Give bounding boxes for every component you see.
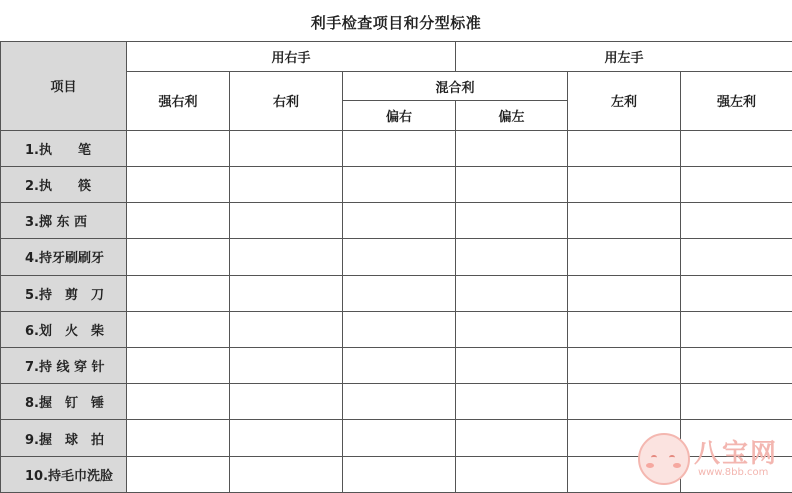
table-cell <box>230 239 343 275</box>
table-cell <box>568 239 681 275</box>
header-strong-left: 强左利 <box>681 72 792 130</box>
page-title: 利手检查项目和分型标准 <box>310 14 482 32</box>
table-cell <box>681 384 792 420</box>
table-cell <box>127 456 230 492</box>
header-lean-right: 偏右 <box>343 101 456 130</box>
table-cell <box>230 420 343 456</box>
table-cell <box>456 456 568 492</box>
table-cell <box>343 384 456 420</box>
row-label: 5.持 剪 刀 <box>1 275 127 311</box>
table-cell <box>127 420 230 456</box>
header-left-hand: 用左手 <box>456 42 792 72</box>
row-label: 9.握 球 拍 <box>1 420 127 456</box>
table-cell <box>230 456 343 492</box>
table-cell <box>343 166 456 202</box>
table-cell <box>343 130 456 166</box>
table-cell <box>230 311 343 347</box>
table-cell <box>230 130 343 166</box>
table-cell <box>681 130 792 166</box>
row-label: 2.执 筷 <box>1 166 127 202</box>
table-cell <box>456 166 568 202</box>
row-label: 4.持牙刷刷牙 <box>1 239 127 275</box>
table-cell <box>230 275 343 311</box>
header-item: 项目 <box>1 42 127 131</box>
table-cell <box>343 239 456 275</box>
row-label: 8.握 钉 锤 <box>1 384 127 420</box>
header-left: 左利 <box>568 72 681 130</box>
header-lean-left: 偏左 <box>456 101 568 130</box>
table-cell <box>568 203 681 239</box>
table-cell <box>681 311 792 347</box>
table-cell <box>456 239 568 275</box>
row-label: 6.划 火 柴 <box>1 311 127 347</box>
table-cell <box>127 311 230 347</box>
table-cell <box>230 347 343 383</box>
header-right: 右利 <box>230 72 343 130</box>
table-cell <box>568 166 681 202</box>
table-cell <box>343 203 456 239</box>
table-cell <box>230 384 343 420</box>
table-cell <box>456 384 568 420</box>
header-strong-right: 强右利 <box>127 72 230 130</box>
table-cell <box>568 275 681 311</box>
watermark <box>632 425 782 487</box>
row-label: 10.持毛巾洗脸 <box>1 456 127 492</box>
watermark-logo-icon <box>638 433 690 485</box>
table-cell <box>343 311 456 347</box>
watermark-text: 八宝网 <box>694 439 779 469</box>
table-cell <box>127 203 230 239</box>
table-cell <box>127 347 230 383</box>
table-cell <box>456 275 568 311</box>
table-cell <box>127 166 230 202</box>
table-cell <box>568 384 681 420</box>
table-cell <box>568 311 681 347</box>
row-label: 7.持 线 穿 针 <box>1 347 127 383</box>
table-cell <box>230 166 343 202</box>
table-cell <box>343 347 456 383</box>
row-label: 3.掷 东 西 <box>1 203 127 239</box>
table-cell <box>568 130 681 166</box>
watermark-url: www.8bb.com <box>698 467 769 478</box>
table-cell <box>127 130 230 166</box>
table-cell <box>343 420 456 456</box>
table-cell <box>127 275 230 311</box>
table-cell <box>681 166 792 202</box>
row-label: 1.执 笔 <box>1 130 127 166</box>
table-cell <box>230 203 343 239</box>
table-cell <box>681 239 792 275</box>
table-cell <box>681 275 792 311</box>
table-cell <box>681 203 792 239</box>
table-cell <box>343 275 456 311</box>
table-cell <box>127 384 230 420</box>
table-cell <box>456 311 568 347</box>
table-cell <box>127 239 230 275</box>
table-cell <box>343 456 456 492</box>
header-mixed: 混合利 <box>343 72 568 101</box>
header-right-hand: 用右手 <box>127 42 456 72</box>
table-cell <box>456 420 568 456</box>
table-cell <box>681 347 792 383</box>
table-cell <box>456 130 568 166</box>
table-cell <box>568 347 681 383</box>
table-cell <box>456 203 568 239</box>
table-cell <box>456 347 568 383</box>
